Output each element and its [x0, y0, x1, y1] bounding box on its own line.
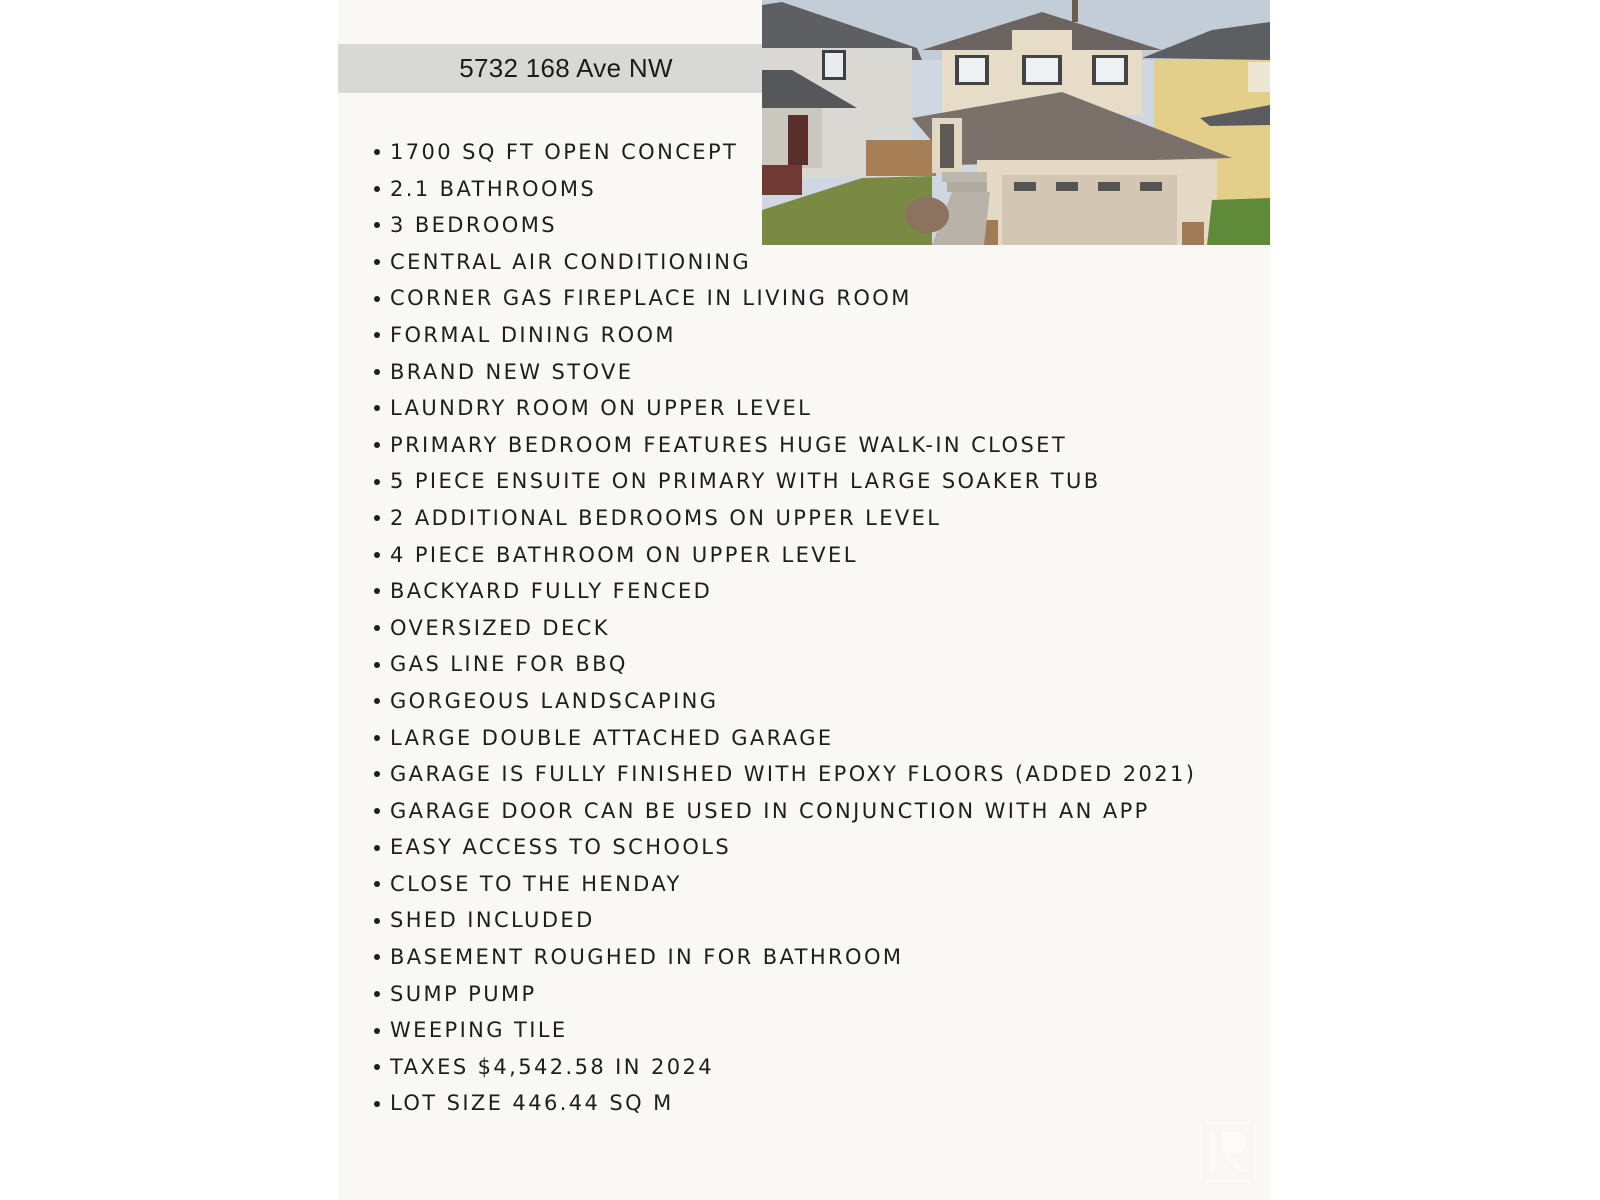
list-item — [372, 280, 1196, 317]
bullet-icon — [374, 771, 380, 777]
feature-text: SUMP PUMP — [390, 981, 537, 1006]
bullet-icon — [374, 735, 380, 741]
bullet-icon — [374, 259, 380, 265]
bullet-icon — [374, 845, 380, 851]
list-item — [372, 354, 1196, 391]
feature-text: 5 PIECE ENSUITE ON PRIMARY WITH LARGE SOAKER TUB — [390, 469, 1101, 494]
list-item — [372, 427, 1196, 464]
bullet-icon — [374, 479, 380, 485]
feature-text: 1700 SQ FT OPEN CONCEPT — [390, 140, 739, 164]
feature-text: LAUNDRY ROOM ON UPPER LEVEL — [390, 396, 813, 421]
bullet-icon — [374, 369, 380, 375]
realtor-logo-watermark — [1200, 1122, 1256, 1182]
bullet-icon — [374, 405, 380, 411]
feature-text: BACKYARD FULLY FENCED — [390, 579, 713, 604]
feature-text: GARAGE IS FULLY FINISHED WITH EPOXY FLOORS (ADDED 2021) — [390, 762, 1197, 787]
list-item — [372, 829, 1196, 866]
list-item — [372, 500, 1196, 537]
list-item — [372, 683, 1196, 720]
list-item — [372, 463, 1196, 500]
bullet-icon — [374, 552, 380, 558]
list-item — [372, 756, 1196, 793]
feature-text: 2.1 BATHROOMS — [390, 176, 597, 201]
bullet-icon — [374, 954, 380, 960]
feature-text: WEEPING TILE — [390, 1018, 568, 1043]
bullet-icon — [374, 625, 380, 631]
bullet-icon — [374, 588, 380, 594]
bullet-icon — [374, 1028, 380, 1034]
list-item — [372, 866, 1196, 903]
bullet-icon — [374, 698, 380, 704]
feature-text: FORMAL DINING ROOM — [390, 322, 676, 347]
bullet-icon — [374, 149, 380, 155]
list-item — [372, 902, 1196, 939]
feature-text: GORGEOUS LANDSCAPING — [390, 688, 719, 713]
bullet-icon — [374, 991, 380, 997]
list-item — [372, 1012, 1196, 1049]
list-item — [372, 793, 1196, 830]
list-item — [372, 171, 1196, 208]
list-item — [372, 317, 1196, 354]
list-item — [372, 1049, 1196, 1086]
list-item — [372, 244, 1196, 281]
feature-text: GAS LINE FOR BBQ — [390, 652, 628, 677]
feature-text: BASEMENT ROUGHED IN FOR BATHROOM — [390, 945, 904, 970]
bullet-icon — [374, 442, 380, 448]
bullet-icon — [374, 222, 380, 228]
feature-text: CLOSE TO THE HENDAY — [390, 871, 682, 896]
list-item — [372, 207, 1196, 244]
list-item — [372, 134, 1196, 171]
bullet-icon — [374, 186, 380, 192]
feature-text: 3 BEDROOMS — [390, 213, 557, 238]
bullet-icon — [374, 332, 380, 338]
feature-text: PRIMARY BEDROOM FEATURES HUGE WALK-IN CLOSET — [390, 432, 1068, 457]
list-item — [372, 390, 1196, 427]
bullet-icon — [374, 1064, 380, 1070]
feature-text: CORNER GAS FIREPLACE IN LIVING ROOM — [390, 286, 912, 311]
address-title: 5732 168 Ave NW — [459, 53, 673, 83]
feature-text: OVERSIZED DECK — [390, 615, 610, 640]
feature-text: TAXES $4,542.58 IN 2024 — [390, 1054, 714, 1079]
list-item — [372, 646, 1196, 683]
feature-text: EASY ACCESS TO SCHOOLS — [390, 835, 732, 860]
feature-text: 4 PIECE BATHROOM ON UPPER LEVEL — [390, 542, 858, 567]
bullet-icon — [374, 515, 380, 521]
address-banner — [338, 44, 762, 93]
bullet-icon — [374, 808, 380, 814]
list-item — [372, 610, 1196, 647]
list-item — [372, 1085, 1196, 1122]
list-item — [372, 976, 1196, 1013]
bullet-icon — [374, 918, 380, 924]
feature-text: LARGE DOUBLE ATTACHED GARAGE — [390, 725, 834, 750]
listing-sheet — [338, 0, 1270, 1200]
feature-text: 2 ADDITIONAL BEDROOMS ON UPPER LEVEL — [390, 505, 942, 530]
feature-text: BRAND NEW STOVE — [390, 359, 634, 384]
feature-text: SHED INCLUDED — [390, 908, 595, 933]
feature-text: CENTRAL AIR CONDITIONING — [390, 249, 752, 274]
feature-text: LOT SIZE 446.44 SQ M — [390, 1091, 674, 1116]
bullet-icon — [374, 662, 380, 668]
list-item — [372, 720, 1196, 757]
bullet-icon — [374, 881, 380, 887]
list-item — [372, 939, 1196, 976]
bullet-icon — [374, 296, 380, 302]
list-item — [372, 537, 1196, 574]
bullet-icon — [374, 1101, 380, 1107]
feature-list — [372, 134, 1196, 1122]
feature-text: GARAGE DOOR CAN BE USED IN CONJUNCTION WITH AN APP — [390, 798, 1150, 823]
list-item — [372, 573, 1196, 610]
